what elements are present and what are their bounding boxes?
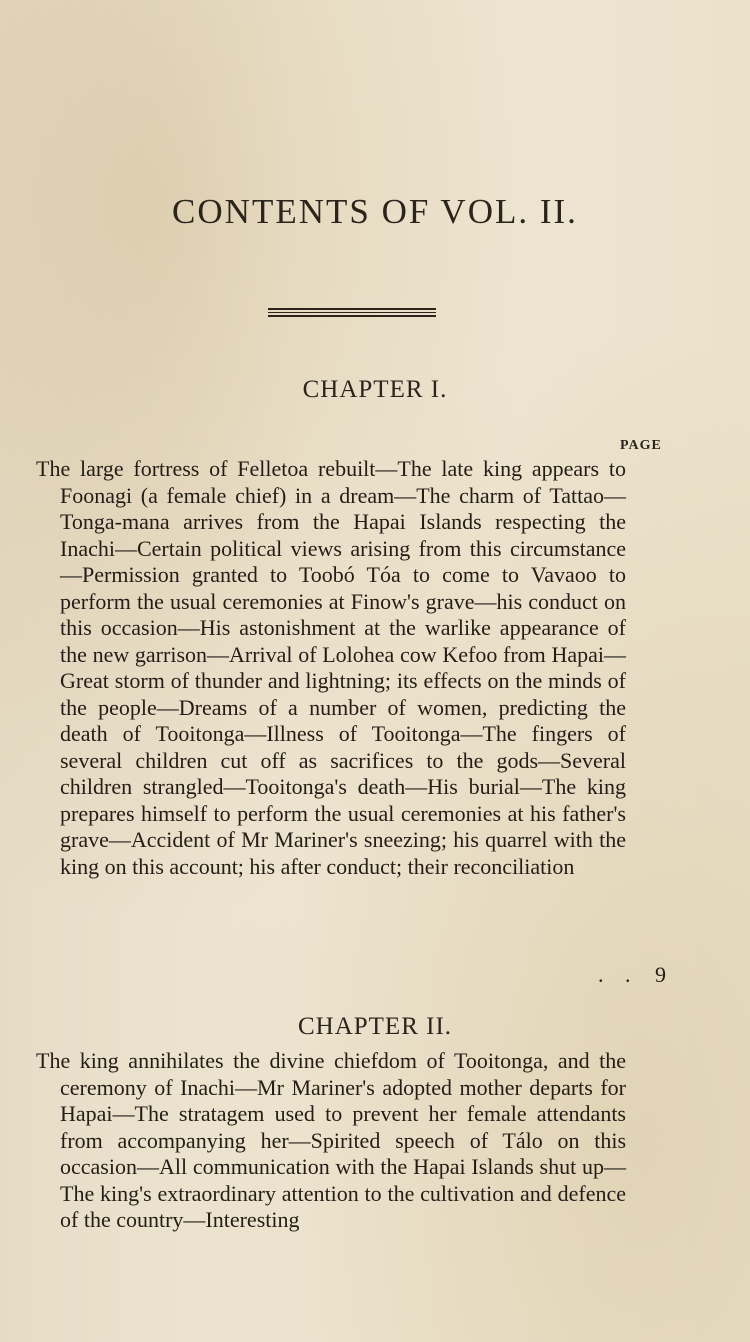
chapter-2-summary: The king annihilates the divine chiefdom of Tooitonga, and the ceremony of Inachi—Mr Mariner's adopted mother departs for Hapai—The stratagem used to prevent her female attendants from accompanying her—Spirited speech of Tálo on this occasion—All communication with the Hapai Islands shut up—The king's extraordinary attention to the cultivation and defence of the country—Interesting (36, 1048, 626, 1232)
chapter-2-heading: CHAPTER II. (297, 1013, 453, 1040)
chapter-1-leader-dots: . . (598, 962, 639, 987)
page-column-label: PAGE (620, 438, 662, 453)
ornamental-rule (268, 308, 436, 317)
chapter-1-heading: CHAPTER I. (302, 376, 448, 403)
contents-title: CONTENTS OF VOL. II. (172, 192, 578, 231)
chapter-1-summary: The large fortress of Felletoa rebuilt—The late king appears to Foonagi (a female chief) in a dream—The charm of Tattao—Tonga-mana arrives from the Hapai Islands respecting the Inachi—Certain political views arising from this circumstance—Permission granted to Toobó Tóa to come to Vavaoo to perform the usual ceremonies at Finow's grave—his conduct on this occasion—His astonishment at the warlike appearance of the new garrison—Arrival of Lolohea cow Kefoo from Hapai—Great storm of thunder and lightning; its effects on the minds of the people—Dreams of a number of women, predicting the death of Tooitonga—Illness of Tooitonga—The fingers of several children cut off as sacrifices to the gods—Several children strangled—Tooitonga's death—His burial—The king prepares himself to perform the usual ceremonies at his father's grave—Accident of Mr Mariner's sneezing; his quarrel with the king on this account; his after conduct; their reconciliation (36, 456, 626, 879)
chapter-1-page-number: 9 (655, 962, 666, 987)
